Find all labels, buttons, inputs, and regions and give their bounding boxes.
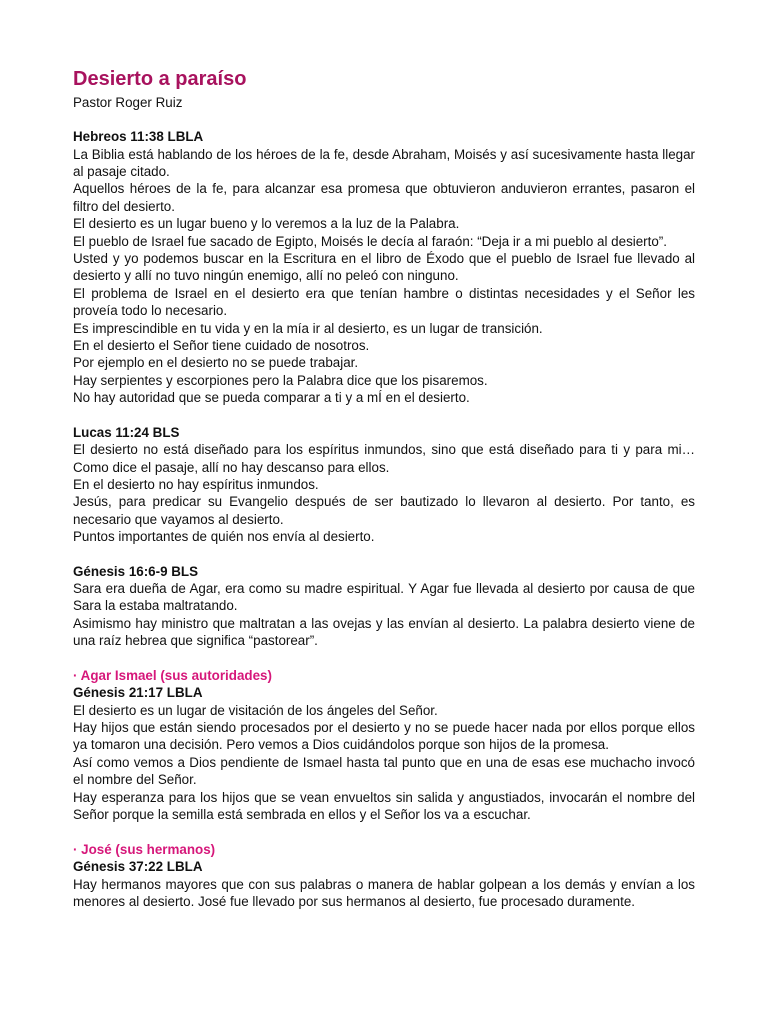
paragraph: Hay serpientes y escorpiones pero la Palabra dice que los pisaremos.: [73, 372, 488, 388]
paragraph: Por ejemplo en el desierto no se puede trabajar.: [73, 355, 359, 371]
paragraph: Es imprescindible en tu vida y en la mía ir al desierto, es un lugar de transición.: [73, 320, 543, 336]
section-subheading: · Agar Ismael (sus autoridades): [73, 667, 272, 683]
paragraph: El desierto no está diseñado para los espíritus inmundos, sino que está diseñado para ti y para mi… Como dice el pasaje, allí no hay descanso para ellos.: [73, 442, 695, 475]
section-lucas: [73, 424, 695, 546]
scripture-reference: Génesis 37:22 LBLA: [73, 859, 203, 874]
paragraph: El pueblo de Israel fue sacado de Egipto, Moisés le decía al faraón: “Deja ir a mi pueblo al desierto”.: [73, 233, 667, 249]
author-line: Pastor Roger Ruiz: [73, 95, 183, 110]
paragraph: Sara era dueña de Agar, era como su madre espiritual. Y Agar fue llevada al desierto por causa de que Sara la estaba maltratando.: [73, 581, 695, 614]
paragraph: Usted y yo podemos buscar en la Escritura en el libro de Éxodo que el pueblo de Israel fue llevado al desierto y allí no tuvo ningún enemigo, allí no peleó con ninguno.: [73, 250, 695, 284]
scripture-reference: Génesis 21:17 LBLA: [73, 685, 203, 701]
scripture-reference: Lucas 11:24 BLS: [73, 424, 180, 440]
paragraph: Hay hijos que están siendo procesados por el desierto y no se puede hacer nada por ellos porque ellos ya tomaron una decisión. Pero vemos a Dios cuidándolos porque son hijos de la promesa.: [73, 720, 695, 753]
paragraph: El problema de Israel en el desierto era que tenían hambre o distintas necesidades y el Señor les proveía todo lo necesario.: [73, 285, 695, 319]
paragraph: Hay hermanos mayores que con sus palabras o manera de hablar golpean a los demás y envían a los menores al desierto. José fue llevado por sus hermanos al desierto, fue procesado duramente.: [73, 876, 695, 909]
paragraph: Hay esperanza para los hijos que se vean envueltos sin salida y angustiados, invocarán el nombre del Señor porque la semilla está sembrada en ellos y el Señor los va a escuchar.: [73, 789, 695, 823]
section-hebreos: [73, 128, 695, 407]
document-page: [73, 66, 695, 910]
paragraph: Jesús, para predicar su Evangelio después de ser bautizado lo llevaron al desierto. Por tanto, es necesario que vayamos al desierto.: [73, 494, 695, 527]
section-genesis-16: [73, 563, 695, 650]
paragraph: Aquellos héroes de la fe, para alcanzar esa promesa que obtuvieron anduvieron errantes, pasaron el filtro del desierto.: [73, 181, 695, 214]
paragraph: El desierto es un lugar de visitación de los ángeles del Señor.: [73, 702, 438, 718]
paragraph: En el desierto el Señor tiene cuidado de nosotros.: [73, 337, 370, 353]
section-jose: [73, 841, 695, 911]
section-agar-ismael: [73, 667, 695, 824]
paragraph: Asimismo hay ministro que maltratan a las ovejas y las envían al desierto. La palabra desierto viene de una raíz hebrea que significa “pastorear”.: [73, 615, 695, 649]
paragraph: La Biblia está hablando de los héroes de la fe, desde Abraham, Moisés y así sucesivamente hasta llegar al pasaje citado.: [73, 146, 695, 179]
section-subheading: · José (sus hermanos): [73, 841, 216, 857]
scripture-reference: Hebreos 11:38 LBLA: [73, 129, 204, 144]
paragraph: Así como vemos a Dios pendiente de Ismael hasta tal punto que en una de esas ese muchacho invocó el nombre del Señor.: [73, 754, 695, 788]
scripture-reference: Génesis 16:6-9 BLS: [73, 563, 199, 579]
paragraph: Puntos importantes de quién nos envía al desierto.: [73, 529, 375, 545]
paragraph: No hay autoridad que se pueda comparar a ti y a mÍ en el desierto.: [73, 390, 470, 406]
page-title: Desierto a paraíso: [73, 68, 247, 90]
paragraph: El desierto es un lugar bueno y lo veremos a la luz de la Palabra.: [73, 216, 460, 232]
paragraph: En el desierto no hay espíritus inmundos.: [73, 476, 319, 492]
